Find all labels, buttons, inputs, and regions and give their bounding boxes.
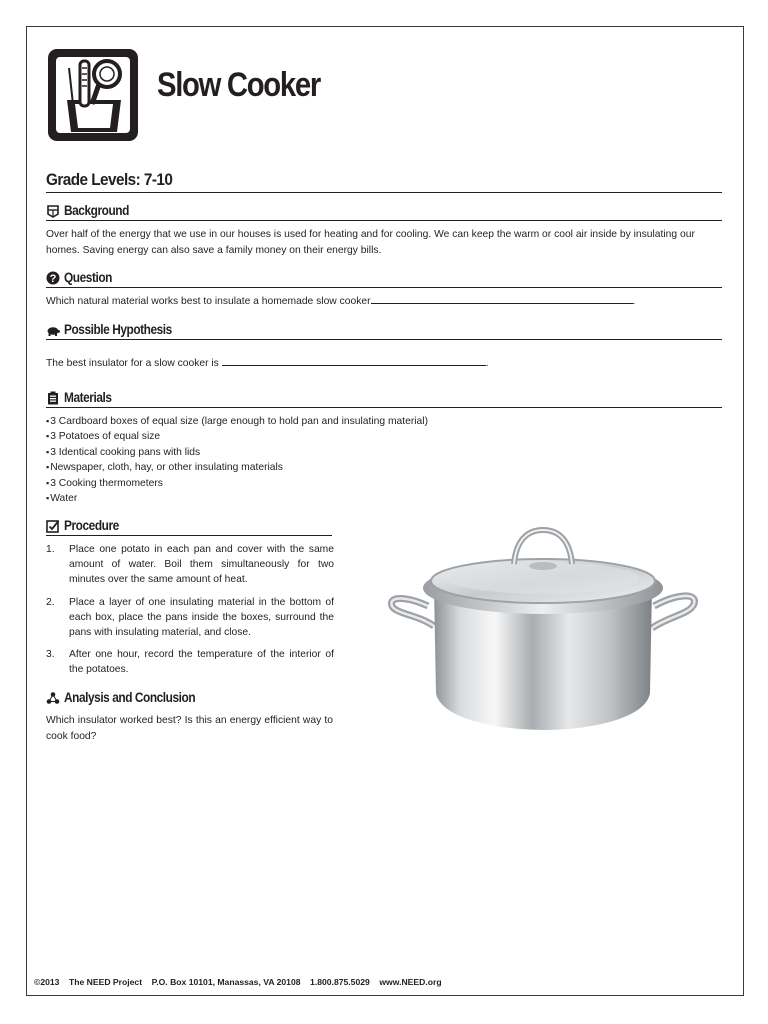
checkbox-icon xyxy=(46,519,60,533)
procedure-heading-label: Procedure xyxy=(64,518,119,533)
step-text: Place a layer of one insulating material in the bottom of each box, place the pans inside the boxes, surround the pans with insulating material, and close. xyxy=(69,596,334,639)
book-icon xyxy=(46,204,60,218)
list-item: ▪ 3 Cardboard boxes of equal size (large enough to hold pan and insulating material) xyxy=(46,414,722,429)
list-item: ▪ 3 Identical cooking pans with lids xyxy=(46,445,722,460)
question-end: . xyxy=(632,296,636,307)
grade-levels-label: Grade Levels: 7-10 xyxy=(46,170,173,189)
question-icon xyxy=(46,271,60,285)
hypothesis-heading-label: Possible Hypothesis xyxy=(64,322,172,337)
list-item: ▪ Water xyxy=(46,491,722,506)
background-heading xyxy=(46,203,722,221)
procedure-list xyxy=(46,542,334,685)
cooking-pot-icon xyxy=(336,478,746,808)
analysis-heading-label: Analysis and Conclusion xyxy=(64,690,196,705)
clipboard-icon xyxy=(46,391,60,405)
materials-heading xyxy=(46,390,722,408)
procedure-step xyxy=(46,647,334,677)
background-heading-label: Background xyxy=(64,203,129,218)
hypothesis-answer-blank xyxy=(222,356,486,366)
svg-text:?: ? xyxy=(49,272,57,285)
materials-heading-label: Materials xyxy=(64,390,112,405)
hypothesis-end: . xyxy=(485,358,489,369)
question-heading xyxy=(46,270,722,288)
step-number: 3. xyxy=(46,649,55,661)
background-text: Over half of the energy that we use in our houses is used for heating and for cooling. We can keep the warm or cool air inside by insulating our homes. Saving energy can also save a family money on their energy bills. xyxy=(46,229,695,256)
hypothesis-text-line xyxy=(46,356,489,372)
procedure-heading xyxy=(46,518,332,536)
analysis-heading xyxy=(46,690,332,707)
question-answer-blank xyxy=(371,294,633,304)
turtle-icon xyxy=(46,323,60,337)
question-heading-label: Question xyxy=(64,270,112,285)
hypothesis-text: The best insulator for a slow cooker is xyxy=(46,358,222,369)
list-item: ▪ Newspaper, cloth, hay, or other insulating materials xyxy=(46,460,722,475)
page-title: Slow Cooker xyxy=(157,66,320,104)
list-item: ▪ 3 Cooking thermometers xyxy=(46,476,722,491)
question-text: Which natural material works best to insulate a homemade slow cooker xyxy=(46,296,371,307)
procedure-step xyxy=(46,595,334,641)
hypothesis-heading xyxy=(46,322,722,340)
lab-tools-icon xyxy=(47,48,139,142)
step-number: 2. xyxy=(46,596,55,608)
molecule-icon xyxy=(46,691,60,705)
footer-text: ©2013 The NEED Project P.O. Box 10101, Manassas, VA 20108 1.800.875.5029 www.NEED.org xyxy=(34,977,442,987)
question-text-line xyxy=(46,294,635,310)
procedure-step xyxy=(46,542,334,588)
step-number: 1. xyxy=(46,544,55,555)
grade-levels xyxy=(46,170,722,193)
step-text: Place one potato in each pan and cover with the same amount of water. Boil them simultaneously for two minutes over the same amount of heat. xyxy=(69,544,334,586)
analysis-text: Which insulator worked best? Is this an energy efficient way to cook food? xyxy=(46,715,333,742)
step-text: After one hour, record the temperature of the interior of the potatoes. xyxy=(69,649,334,676)
list-item: ▪ 3 Potatoes of equal size xyxy=(46,429,722,444)
